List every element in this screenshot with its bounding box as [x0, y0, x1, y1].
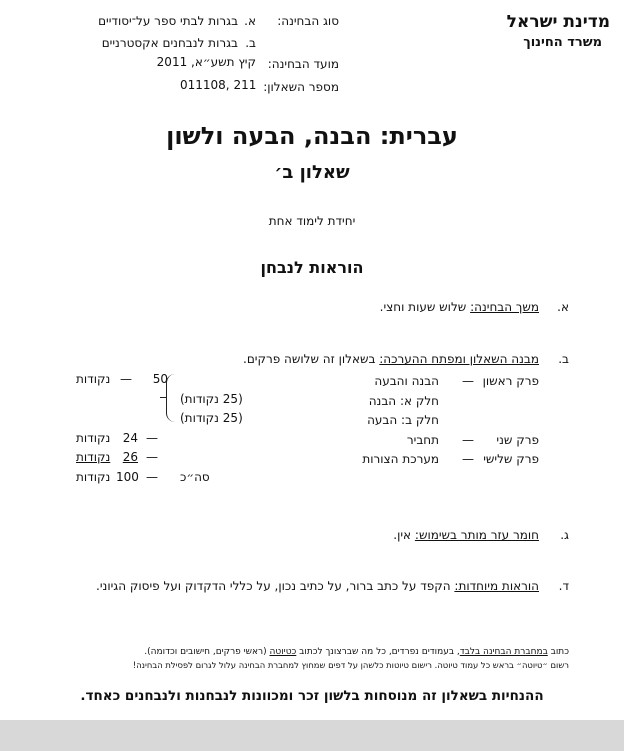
page-bottom-strip [0, 720, 624, 751]
row-part: פרק ראשון [482, 374, 539, 388]
brace-tip [160, 397, 167, 398]
section-b-label: מבנה השאלון ומפתח ההערכה: [379, 352, 539, 366]
row-dash2: — [146, 470, 158, 484]
footnote-text: כתוב [550, 647, 569, 657]
row-name: חלק ב: הבעה [367, 413, 439, 427]
questionnaire-title: שאלון ב׳ [274, 162, 350, 183]
exam-type-a: בגרות לבתי ספר על־יסודיים [98, 14, 238, 28]
row-points-label: נקודות [76, 470, 111, 484]
study-units: יחידת לימוד אחת [268, 214, 356, 228]
exam-number: 011108, 211 [180, 78, 257, 92]
section-b-line [243, 352, 539, 366]
total-label: סה״כ [180, 470, 210, 484]
gender-notice: ההנחיות בשאלון זה מנוסחות בלשון זכר ומכוונות לנבחנות ולנבחנים כאחד. [80, 688, 544, 704]
section-a-label: משך הבחינה: [470, 300, 539, 314]
section-d-label: הוראות מיוחדות: [454, 579, 539, 593]
ministry-name: משרד החינוך [523, 35, 602, 50]
section-d-line [96, 579, 539, 593]
row-points: 100 [116, 470, 139, 484]
section-g-marker: ג. [560, 528, 569, 542]
footnote-text: (ראשי פרקים, חישובים וכדומה). [144, 647, 267, 657]
row-points: 50 [152, 372, 168, 386]
row-name: חלק א: הבנה [368, 394, 439, 408]
row-dash: — [462, 374, 474, 388]
row-points: 24 [122, 431, 138, 445]
row-dash: — [462, 433, 474, 447]
exam-type-label: סוג הבחינה: [277, 14, 339, 28]
row-dash2: — [146, 431, 158, 445]
section-b-marker: ב. [558, 352, 569, 366]
footnote-line-1 [144, 647, 569, 657]
section-d-marker: ד. [558, 579, 569, 593]
org-name: מדינת ישראל [506, 12, 610, 32]
section-a-line [380, 300, 539, 314]
row-name: תחביר [406, 433, 439, 447]
exam-type-b: בגרות לנבחנים אקסטרניים [101, 36, 238, 50]
section-g-line [393, 528, 539, 542]
exam-date: קיץ תשע״א, 2011 [156, 55, 256, 69]
section-g-text: אין. [393, 528, 412, 542]
row-name: הבנה והבעה [374, 374, 439, 388]
row-points-label: נקודות [76, 431, 111, 445]
exam-type-a-marker: א. [244, 14, 256, 28]
row-dash: — [462, 452, 474, 466]
section-b-text: בשאלון זה שלושה פרקים. [243, 352, 376, 366]
footnote-underlined: כטיוטה [269, 647, 297, 657]
exam-title: עברית: הבנה, הבעה ולשון [166, 122, 458, 150]
exam-type-b-marker: ב. [245, 36, 256, 50]
row-dash2: — [146, 450, 158, 464]
row-points-label: נקודות [76, 372, 111, 386]
section-a-text: שלוש שעות וחצי. [379, 300, 467, 314]
exam-date-label: מועד הבחינה: [267, 57, 339, 71]
footnote-text: , בעמודים נפרדים, כל מה שברצונך לכתוב [299, 647, 460, 657]
row-dash2: — [120, 372, 132, 386]
row-subpoints: (25 נקודות) [180, 411, 243, 425]
section-d-text: הקפד על כתב ברור, על כתיב נכון, על כללי הדקדוק ועל פיסוק הגיוני. [96, 579, 451, 593]
exam-number-label: מספר השאלון: [263, 80, 339, 94]
footnote-line-2: רשום ״טיוטה״ בראש כל עמוד טיוטה. רישום טיוטות כלשהן על דפים שמחוץ למחברת הבחינה עלול לגרום לפסילת הבחינה! [132, 660, 569, 670]
section-a-marker: א. [557, 300, 569, 314]
row-part: פרק שלישי [483, 452, 539, 466]
section-g-label: חומר עזר מותר בשימוש: [414, 528, 539, 542]
row-name: מערכת הצורות [362, 452, 439, 466]
row-subpoints: (25 נקודות) [180, 392, 243, 406]
footnote-underlined: במחברת הבחינה בלבד [459, 647, 548, 657]
brace-shape [166, 374, 177, 422]
row-points-label: נקודות [76, 450, 111, 464]
row-points: 26 [122, 450, 138, 464]
instructions-heading: הוראות לנבחן [260, 258, 364, 277]
row-part: פרק שני [496, 433, 539, 447]
